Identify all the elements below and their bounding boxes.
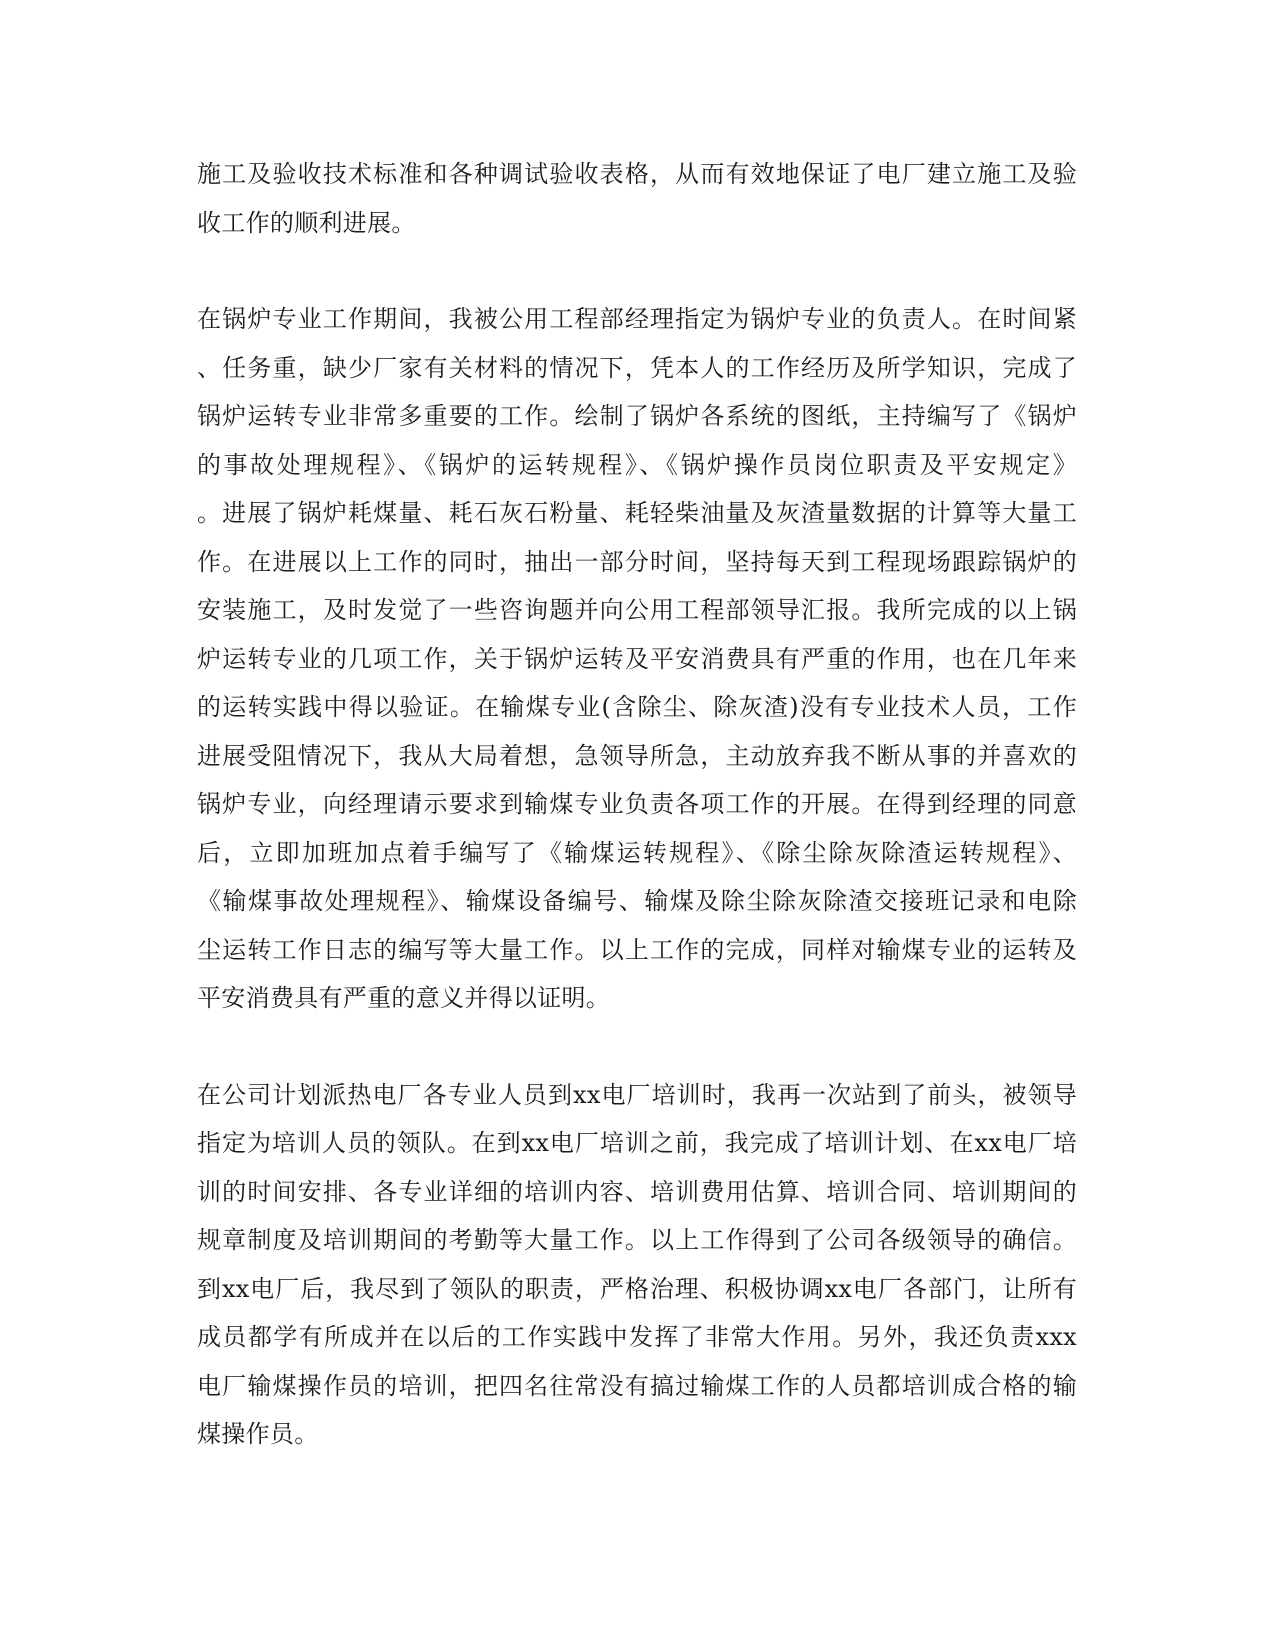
paragraph-line: 到xx电厂后，我尽到了领队的职责，严格治理、积极协调xx电厂各部门，让所有 [197,1274,1077,1303]
paragraph-line: 、任务重，缺少厂家有关材料的情况下，凭本人的工作经历及所学知识，完成了 [197,353,1077,382]
paragraph-line: 收工作的顺利进展。 [197,208,416,237]
paragraph-1 [197,150,1077,247]
paragraph-line: 《输煤事故处理规程》、输煤设备编号、输煤及除尘除灰除渣交接班记录和电除 [197,887,1077,915]
paragraph-3 [197,1071,1077,1459]
paragraph-line: 电厂输煤操作员的培训，把四名往常没有搞过输煤工作的人员都培训成合格的输 [197,1371,1077,1400]
paragraph-line: 锅炉专业，向经理请示要求到输煤专业负责各项工作的开展。在得到经理的同意 [197,790,1077,818]
paragraph-line: 的运转实践中得以验证。在输煤专业(含除尘、除灰渣)没有专业技术人员，工作 [197,693,1077,721]
paragraph-line: 施工及验收技术标准和各种调试验收表格，从而有效地保证了电厂建立施工及验 [197,160,1077,188]
paragraph-line: 炉运转专业的几项工作，关于锅炉运转及平安消费具有严重的作用，也在几年来 [197,644,1077,673]
paragraph-2 [197,295,1077,1023]
paragraph-line: 的事故处理规程》、《锅炉的运转规程》、《锅炉操作员岗位职责及平安规定》 [197,450,1077,479]
paragraph-line: 。进展了锅炉耗煤量、耗石灰石粉量、耗轻柴油量及灰渣量数据的计算等大量工 [197,499,1077,527]
paragraph-line: 在公司计划派热电厂各专业人员到xx电厂培训时，我再一次站到了前头，被领导 [197,1080,1077,1109]
paragraph-line: 后，立即加班加点着手编写了《输煤运转规程》、《除尘除灰除渣运转规程》、 [197,838,1077,867]
document-body [197,150,1077,1507]
paragraph-line: 煤操作员。 [197,1420,319,1448]
paragraph-line: 指定为培训人员的领队。在到xx电厂培训之前，我完成了培训计划、在xx电厂培 [197,1129,1077,1157]
paragraph-line: 在锅炉专业工作期间，我被公用工程部经理指定为锅炉专业的负责人。在时间紧 [197,305,1077,333]
paragraph-line: 训的时间安排、各专业详细的培训内容、培训费用估算、培训合同、培训期间的 [197,1177,1077,1206]
paragraph-line: 安装施工，及时发觉了一些咨询题并向公用工程部领导汇报。我所完成的以上锅 [197,596,1077,624]
paragraph-line: 作。在进展以上工作的同时，抽出一部分时间，坚持每天到工程现场跟踪锅炉的 [197,547,1077,576]
paragraph-line: 进展受阻情况下，我从大局着想，急领导所急，主动放弃我不断从事的并喜欢的 [197,741,1077,770]
paragraph-line: 成员都学有所成并在以后的工作实践中发挥了非常大作用。另外，我还负责xxx [197,1323,1077,1351]
paragraph-line: 平安消费具有严重的意义并得以证明。 [197,984,611,1012]
paragraph-line: 锅炉运转专业非常多重要的工作。绘制了锅炉各系统的图纸，主持编写了《锅炉 [197,402,1077,430]
paragraph-line: 规章制度及培训期间的考勤等大量工作。以上工作得到了公司各级领导的确信。 [197,1226,1077,1254]
paragraph-line: 尘运转工作日志的编写等大量工作。以上工作的完成，同样对输煤专业的运转及 [197,935,1077,964]
